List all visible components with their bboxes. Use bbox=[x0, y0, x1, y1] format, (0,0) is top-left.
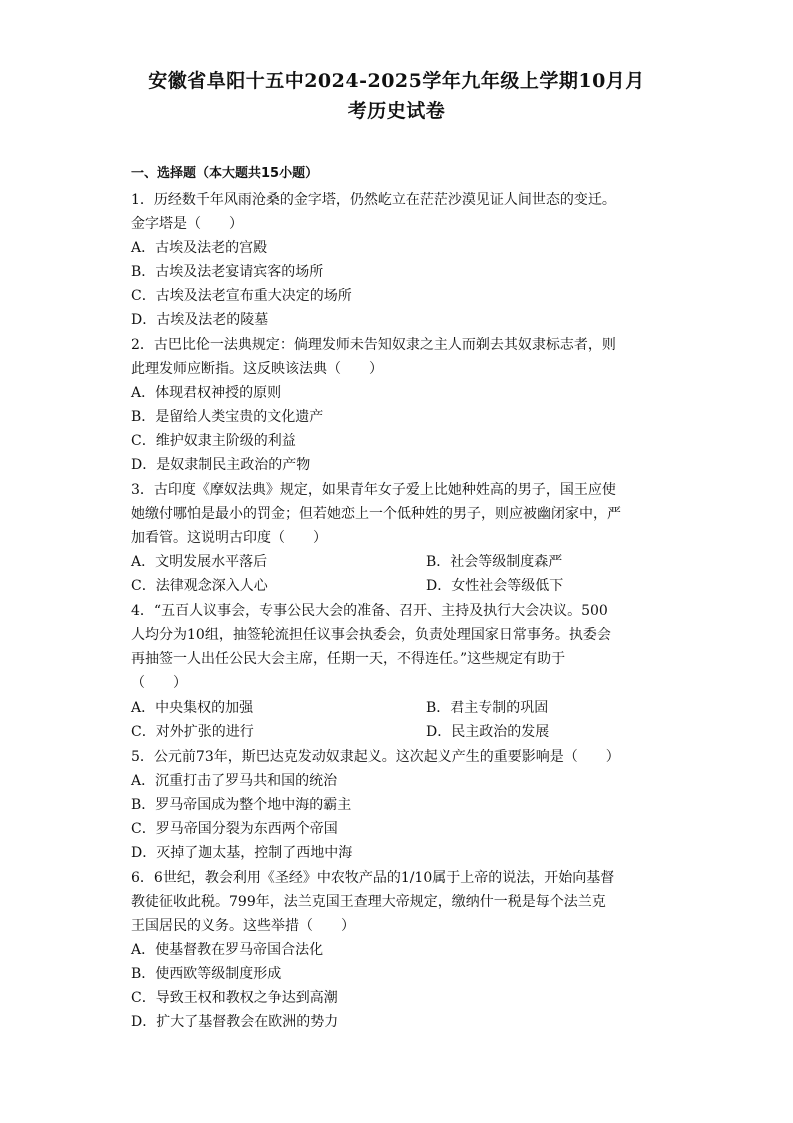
option-d: D．古埃及法老的陵墓 bbox=[131, 312, 269, 328]
option-a: A．使基督教在罗马帝国合法化 bbox=[131, 942, 324, 958]
question-text-line: （ ） bbox=[131, 675, 187, 691]
question-text-line: 此理发师应断指。这反映该法典（ ） bbox=[131, 361, 383, 377]
question-text-line: 王国居民的义务。这些举措（ ） bbox=[131, 918, 355, 934]
question-text-line: 金字塔是（ ） bbox=[131, 216, 243, 232]
option-b: B．社会等级制度森严 bbox=[426, 554, 563, 570]
option-d: D．是奴隶制民主政治的产物 bbox=[131, 457, 311, 473]
question-text-line: 人均分为10组，抽签轮流担任议事会执委会，负责处理国家日常事务。执委会 bbox=[131, 627, 611, 643]
question-text-line: 教徒征收此税。799年，法兰克国王查理大帝规定，缴纳什一税是每个法兰克 bbox=[131, 894, 606, 910]
option-c: C．古埃及法老宣布重大决定的场所 bbox=[131, 288, 352, 304]
option-d: D．民主政治的发展 bbox=[426, 724, 550, 740]
question-1 bbox=[131, 188, 671, 236]
option-c: C．法律观念深入人心 bbox=[131, 578, 268, 594]
question-5 bbox=[131, 745, 671, 769]
question-text-line: 5．公元前73年，斯巴达克发动奴隶起义。这次起义产生的重要影响是（ ） bbox=[131, 749, 620, 765]
option-d: D．女性社会等级低下 bbox=[426, 578, 564, 594]
option-a: A．古埃及法老的宫殿 bbox=[131, 240, 268, 256]
question-2 bbox=[131, 333, 671, 381]
option-c: C．导致王权和教权之争达到高潮 bbox=[131, 990, 338, 1006]
option-b: B．君主专制的巩固 bbox=[426, 700, 549, 716]
option-b: B．古埃及法老宴请宾客的场所 bbox=[131, 264, 324, 280]
option-a: A．沉重打击了罗马共和国的统治 bbox=[131, 773, 338, 789]
section-heading: 一、选择题（本大题共15小题） bbox=[131, 166, 319, 181]
question-text-line: 1．历经数千年风雨沧桑的金字塔，仍然屹立在茫茫沙漠见证人间世态的变迁。 bbox=[131, 192, 616, 208]
exam-title-line1: 安徽省阜阳十五中2024-2025学年九年级上学期10月月 bbox=[148, 70, 645, 92]
option-d: D．扩大了基督教会在欧洲的势力 bbox=[131, 1014, 339, 1030]
question-text-line: 4．“五百人议事会，专事公民大会的准备、召开、主持及执行大会决议。500 bbox=[131, 603, 608, 619]
option-c: C．维护奴隶主阶级的利益 bbox=[131, 433, 296, 449]
option-b: B．使西欧等级制度形成 bbox=[131, 966, 282, 982]
question-text-line: 3．古印度《摩奴法典》规定，如果青年女子爱上比她种姓高的男子，国王应使 bbox=[131, 482, 616, 498]
option-b: B．罗马帝国成为整个地中海的霸主 bbox=[131, 797, 352, 813]
question-text-line: 加看管。这说明古印度（ ） bbox=[131, 530, 327, 546]
question-text-line: 6．6世纪，教会利用《圣经》中农牧产品的1/10属于上帝的说法，开始向基督 bbox=[131, 870, 615, 886]
question-text-line: 再抽签一人出任公民大会主席，任期一天，不得连任。”这些规定有助于 bbox=[131, 651, 566, 667]
question-3 bbox=[131, 478, 671, 550]
question-text-line: 她缴付哪怕是最小的罚金；但若她恋上一个低种姓的男子，则应被幽闭家中，严 bbox=[131, 506, 621, 522]
option-a: A．体现君权神授的原则 bbox=[131, 385, 282, 401]
question-4 bbox=[131, 599, 671, 695]
question-text-line: 2．古巴比伦一法典规定：倘理发师未告知奴隶之主人而剃去其奴隶标志者，则 bbox=[131, 337, 616, 353]
exam-title-line2: 考历史试卷 bbox=[347, 100, 446, 122]
option-a: A．中央集权的加强 bbox=[131, 700, 254, 716]
option-a: A．文明发展水平落后 bbox=[131, 554, 268, 570]
question-6 bbox=[131, 866, 671, 938]
option-b: B．是留给人类宝贵的文化遗产 bbox=[131, 409, 324, 425]
option-c: C．罗马帝国分裂为东西两个帝国 bbox=[131, 821, 338, 837]
option-d: D．灭掉了迦太基，控制了西地中海 bbox=[131, 845, 353, 861]
option-c: C．对外扩张的进行 bbox=[131, 724, 254, 740]
